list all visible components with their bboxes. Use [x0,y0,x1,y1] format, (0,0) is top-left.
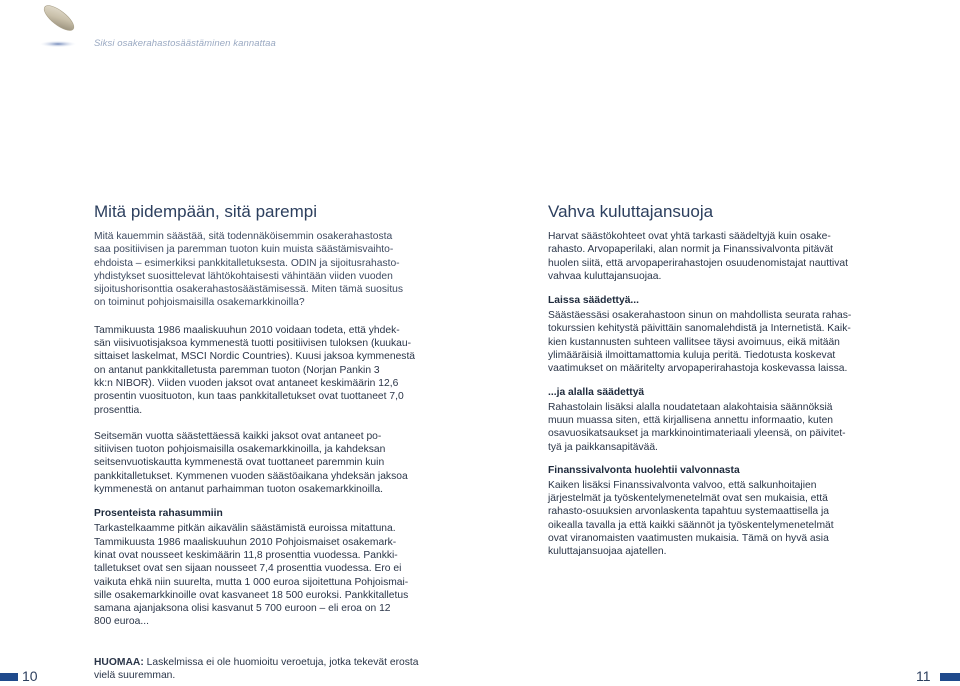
text-line: oikealla tavalla ja että kaikki säännöt ja työskentelymenetelmät [548,519,834,531]
left-paragraph-3 [94,522,419,628]
text-line: rahasto. Arvopaperilaki, alan normit ja Finanssivalvonta pitävät [548,244,834,256]
text-line: sitiivisen tuoton pohjoismaisilla osakemarkkinoilla, ja kahdeksan [94,444,386,456]
text-line: Tarkastelkaamme pitkän aikavälin säästämistä euroissa mitattuna. [94,523,396,535]
footnote-text: Laskelmissa ei ole huomioitu veroetuja, jotka tekevät erosta vielä suuremman. [94,657,419,682]
text-line: sän viisivuotisjaksoa kymmenestä tuotti positiivisen tuloksen (kuukau- [94,338,412,350]
left-subheading: Prosenteista rahasummiin [94,508,223,520]
text-line: tokurssien kehitystä päivittäin sanomalehdistä ja Internetistä. Kaik- [548,323,851,335]
text-line: ovat viranomaisten vaatimusten mukaisia. Tämä on hyvä asia [548,533,829,545]
text-line: järjestelmät ja työskentelymenetelmät ovat sen mukaisia, että [548,493,828,505]
page-number-left: 10 [22,668,38,684]
left-heading: Mitä pidempään, sitä parempi [94,202,318,221]
text-line: ehdoista – esimerkiksi pankkitalletuksesta. ODIN ja sijoitusrahasto- [94,257,400,269]
text-line: kk:n NIBOR). Viiden vuoden jaksot ovat antaneet keskimäärin 12,6 [94,377,399,389]
text-line: sille osakemarkkinoille ovat kasvaneet 18 500 euroksi. Pankkitalletus [94,589,409,601]
text-line: muun muassa siten, että kirjallisena annettu informaatio, kuten [548,414,834,426]
left-column [94,202,419,629]
text-line: 800 euroa... [94,616,149,628]
text-line: prosenttia. [94,404,143,416]
text-line: kymmenestä on antanut parhaimman tuoton osakemarkkinoilla. [94,484,384,496]
text-line: samana ajanjaksona olisi kasvanut 5 700 euroon – eli eroa on 12 [94,603,391,615]
text-line: osavuosikatsaukset ja markkinointimateriaali yleensä, on päivitet- [548,428,846,440]
left-paragraph-2 [94,430,419,496]
text-line: yhdistykset suosittelevat lähtökohtaisesti vähintään viiden vuoden [94,270,393,282]
text-line: Mitä kauemmin säästää, sitä todennäköisemmin osakerahastosta [94,231,393,242]
text-line: prosentin vuosituoton, kun taas pankkitalletukset ovat tuottaneet 7,0 [94,391,404,403]
leaf-logo [36,4,82,50]
text-line: vaatimukset on määritelty arvopaperirahastoja koskevassa laissa. [548,363,848,375]
text-line: Harvat säästökohteet ovat yhtä tarkasti säädeltyjä kuin osake- [548,231,831,242]
text-line: kinat ovat nousseet keskimäärin 11,8 prosenttia vuodessa. Pankki- [94,549,398,561]
text-line: talletukset ovat sen sijaan nousseet 7,4 prosenttia vuodessa. Ero ei [94,563,402,575]
text-line: kuluttajansuojaa ajatellen. [548,546,667,558]
text-line: Tammikuusta 1986 maaliskuuhun 2010 voidaan todeta, että yhdek- [94,324,400,336]
left-paragraph-1 [94,324,419,417]
text-line: on antanut pankkitalletusta paremman tuoton (Norjan Pankin 3 [94,364,380,376]
text-line: saa positiivisen ja paremman tuoton kuin muista säästämisvaihto- [94,244,394,256]
right-subheading-1: Laissa säädettyä... [548,295,640,307]
text-line: tyä ja paikkansapitävää. [548,441,658,453]
right-intro [548,230,873,283]
text-line: sijoitushorisonttia osakerahastosäästämisessä. Miten tämä suositus [94,284,404,296]
text-line: Säästäessäsi osakerahastoon sinun on mahdollista seurata rahas- [548,310,852,322]
page-number-right: 11 [916,668,931,684]
text-line: pankkitalletukset. Kymmenen vuoden säästöaikana yhdeksän jaksoa [94,470,408,482]
text-line: Rahastolain lisäksi alalla noudatetaan alakohtaisia säännöksiä [548,401,833,413]
right-subheading-3: Finanssivalvonta huolehtii valvonnasta [548,464,740,476]
right-column [548,202,873,559]
text-line: vahvaa kuluttajansuojaa. [548,270,662,282]
text-line: seitsenvuotiskautta kymmenestä ovat tuottaneet paremmin kuin [94,457,385,469]
text-line: Kaiken lisäksi Finanssivalvonta valvoo, että salkunhoitajien [548,479,817,491]
left-intro [94,230,419,310]
page-marker-left [0,673,18,681]
footnote-label: HUOMAA: [94,657,144,668]
text-line: kien kustannusten suhteen vallitsee täysi avoimuus, eikä mitään [548,336,840,348]
text-line: Tammikuusta 1986 maaliskuuhun 2010 Pohjoismaiset osakemark- [94,536,397,548]
running-head: Siksi osakerahastosäästäminen kannattaa [94,38,276,49]
footnote [94,656,424,683]
right-heading: Vahva kuluttajansuoja [548,202,714,221]
right-subheading-2: ...ja alalla säädettyä [548,386,645,398]
right-paragraph-3 [548,479,873,559]
text-line: huolen siitä, että arvopaperirahastojen osuudenomistajat nauttivat [548,257,848,269]
text-line: rahasto-osuuksien arvonlaskenta tapahtuu systemaattisella ja [548,506,830,518]
text-line: ylimääräisiä ilmoittamattomia kuluja peritä. Tiedotusta koskevat [548,350,836,362]
text-line: on toiminut pohjoismaisilla osakemarkkinoilla? [94,297,305,309]
text-line: sittaiset laskelmat, MSCI Nordic Countries). Kuusi jaksoa kymmenestä [94,351,416,363]
page-marker-right [940,673,960,681]
text-line: vaikuta ehkä niin suurelta, mutta 1 000 euroa sijoitettuna Pohjoismai- [94,576,409,588]
right-paragraph-1 [548,309,873,375]
right-paragraph-2 [548,401,873,454]
text-line: Seitsemän vuotta säästettäessä kaikki jaksot ovat antaneet po- [94,430,382,442]
